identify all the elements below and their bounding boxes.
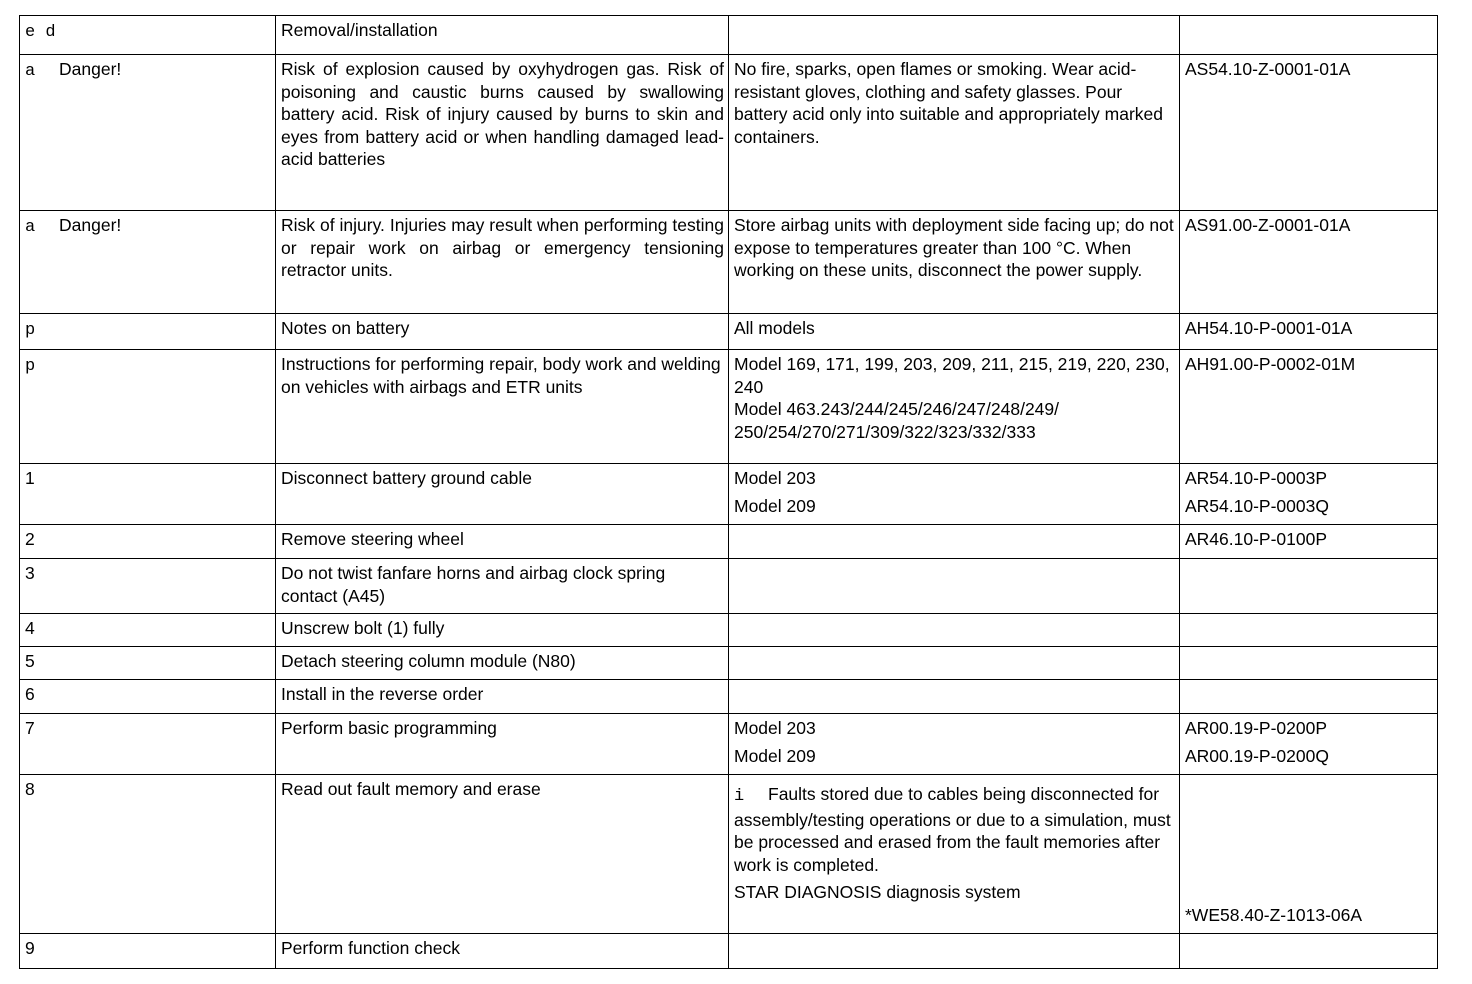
note-symbol-cell	[20, 314, 276, 350]
step-number: 6	[25, 684, 35, 704]
document-reference: AH54.10-P-0001-01A	[1185, 318, 1353, 338]
table-row	[20, 614, 1438, 647]
step-description-cell	[276, 464, 729, 525]
step-description-cell	[276, 775, 729, 934]
model-note-cell	[729, 350, 1180, 464]
step-number: 5	[25, 651, 35, 671]
empty-cell	[729, 525, 1180, 559]
model-note-cell	[729, 314, 1180, 350]
document-reference: *WE58.40-Z-1013-06A	[1185, 904, 1363, 925]
step-description: Disconnect battery ground cable	[281, 468, 532, 488]
table-row	[20, 934, 1438, 969]
diagnosis-system-note: STAR DIAGNOSIS diagnosis system	[734, 882, 1021, 902]
empty-cell	[1180, 16, 1438, 55]
reference-cell	[1180, 464, 1438, 525]
header-symbol: e d	[25, 23, 56, 42]
safety-note-cell	[729, 55, 1180, 211]
note-symbol: p	[25, 357, 36, 376]
table-row	[20, 559, 1438, 614]
table-row-header	[20, 16, 1438, 55]
step-number: 8	[25, 779, 35, 799]
empty-cell	[729, 934, 1180, 969]
table-row	[20, 350, 1438, 464]
table-row	[20, 714, 1438, 775]
empty-cell	[1180, 934, 1438, 969]
step-description: Do not twist fanfare horns and airbag clock spring contact (A45)	[281, 563, 666, 606]
step-description-cell	[276, 680, 729, 714]
empty-cell	[1180, 559, 1438, 614]
model-note: Model 203	[734, 718, 816, 738]
step-description-cell	[276, 525, 729, 559]
reference-cell	[1180, 211, 1438, 314]
step-description: Notes on battery	[281, 318, 410, 338]
danger-label-cell	[20, 211, 276, 314]
reference-cell	[1180, 525, 1438, 559]
step-number-cell	[20, 647, 276, 680]
step-number-cell	[20, 934, 276, 969]
step-description-cell	[276, 314, 729, 350]
model-note: All models	[734, 318, 815, 338]
model-note: Model 463.243/244/245/246/247/248/249/ 250/254/270/271/309/322/323/332/333	[734, 399, 1060, 442]
reference-cell	[1180, 314, 1438, 350]
table-row	[20, 647, 1438, 680]
reference-cell	[1180, 775, 1438, 934]
step-description: Perform function check	[281, 938, 460, 958]
risk-description-cell	[276, 211, 729, 314]
note-symbol: p	[25, 321, 36, 340]
reference-cell	[1180, 714, 1438, 775]
risk-description-cell	[276, 55, 729, 211]
empty-cell	[1180, 647, 1438, 680]
table-row	[20, 680, 1438, 714]
step-description: Remove steering wheel	[281, 529, 464, 549]
header-title-cell	[276, 16, 729, 55]
step-number: 2	[25, 529, 35, 549]
step-number: 7	[25, 718, 35, 738]
empty-cell	[729, 614, 1180, 647]
step-number: 4	[25, 618, 35, 638]
info-note-text: Faults stored due to cables being disconnected for assembly/testing operations or due to a simulation, must be processed and erased from the fault memories after work is completed.	[734, 784, 1171, 875]
step-description: Read out fault memory and erase	[281, 779, 541, 799]
document-reference: AR54.10-P-0003Q	[1185, 495, 1329, 516]
document-reference: AH91.00-P-0002-01M	[1185, 354, 1356, 374]
step-number: 1	[25, 468, 35, 488]
step-description-cell	[276, 647, 729, 680]
risk-description: Risk of explosion caused by oxyhydrogen gas. Risk of poisoning and caustic burns caused by swallowing battery acid. Risk of injury caused by burns to skin and eyes from battery acid or when handling damaged lead-acid batteries	[281, 59, 724, 169]
step-description-cell	[276, 559, 729, 614]
danger-label: Danger!	[59, 59, 122, 79]
step-description: Detach steering column module (N80)	[281, 651, 576, 671]
document-reference: AS54.10-Z-0001-01A	[1185, 59, 1351, 79]
step-number: 3	[25, 563, 35, 583]
danger-label: Danger!	[59, 215, 122, 235]
model-note-cell	[729, 464, 1180, 525]
table-row	[20, 525, 1438, 559]
document-reference: AR00.19-P-0200P	[1185, 718, 1328, 738]
empty-cell	[1180, 614, 1438, 647]
model-note: Model 209	[734, 495, 816, 516]
reference-cell	[1180, 55, 1438, 211]
safety-note-cell	[729, 211, 1180, 314]
danger-symbol: a	[25, 218, 36, 237]
info-note-cell	[729, 775, 1180, 934]
table-row	[20, 314, 1438, 350]
step-description: Perform basic programming	[281, 718, 497, 738]
table-row	[20, 464, 1438, 525]
step-description-cell	[276, 614, 729, 647]
danger-label-cell	[20, 55, 276, 211]
step-description: Instructions for performing repair, body work and welding on vehicles with airbags and ETR units	[281, 354, 721, 397]
step-number-cell	[20, 775, 276, 934]
step-number-cell	[20, 714, 276, 775]
table-row	[20, 775, 1438, 934]
step-number-cell	[20, 680, 276, 714]
risk-description: Risk of injury. Injuries may result when performing testing or repair work on airbag or emergency tensioning retractor units.	[281, 215, 724, 280]
document-reference: AR00.19-P-0200Q	[1185, 745, 1329, 766]
info-note	[734, 783, 1175, 876]
procedure-table	[19, 15, 1438, 969]
step-description: Install in the reverse order	[281, 684, 484, 704]
empty-cell	[729, 16, 1180, 55]
header-title: Removal/installation	[281, 20, 438, 40]
step-number-cell	[20, 464, 276, 525]
info-icon: i	[734, 787, 745, 806]
step-description-cell	[276, 714, 729, 775]
model-note: Model 169, 171, 199, 203, 209, 211, 215, 219, 220, 230, 240	[734, 354, 1170, 397]
step-description-cell	[276, 934, 729, 969]
empty-cell	[729, 680, 1180, 714]
safety-note: No fire, sparks, open flames or smoking. Wear acid-resistant gloves, clothing and safety glasses. Pour battery acid only into suitable and appropriately marked containers.	[734, 59, 1163, 147]
step-number-cell	[20, 559, 276, 614]
empty-cell	[1180, 680, 1438, 714]
document-reference: AR54.10-P-0003P	[1185, 468, 1328, 488]
danger-symbol: a	[25, 62, 36, 81]
step-description: Unscrew bolt (1) fully	[281, 618, 445, 638]
model-note: Model 203	[734, 468, 816, 488]
step-number-cell	[20, 614, 276, 647]
model-note: Model 209	[734, 745, 816, 766]
header-symbol-cell	[20, 16, 276, 55]
step-description-cell	[276, 350, 729, 464]
step-number: 9	[25, 938, 35, 958]
table-row	[20, 211, 1438, 314]
document-reference: AR46.10-P-0100P	[1185, 529, 1328, 549]
empty-cell	[729, 647, 1180, 680]
note-symbol-cell	[20, 350, 276, 464]
empty-cell	[729, 559, 1180, 614]
document-reference: AS91.00-Z-0001-01A	[1185, 215, 1351, 235]
reference-cell	[1180, 350, 1438, 464]
safety-note: Store airbag units with deployment side facing up; do not expose to temperatures greater than 100 °C. When working on these units, disconnect the power supply.	[734, 215, 1174, 280]
table-row	[20, 55, 1438, 211]
model-note-cell	[729, 714, 1180, 775]
step-number-cell	[20, 525, 276, 559]
